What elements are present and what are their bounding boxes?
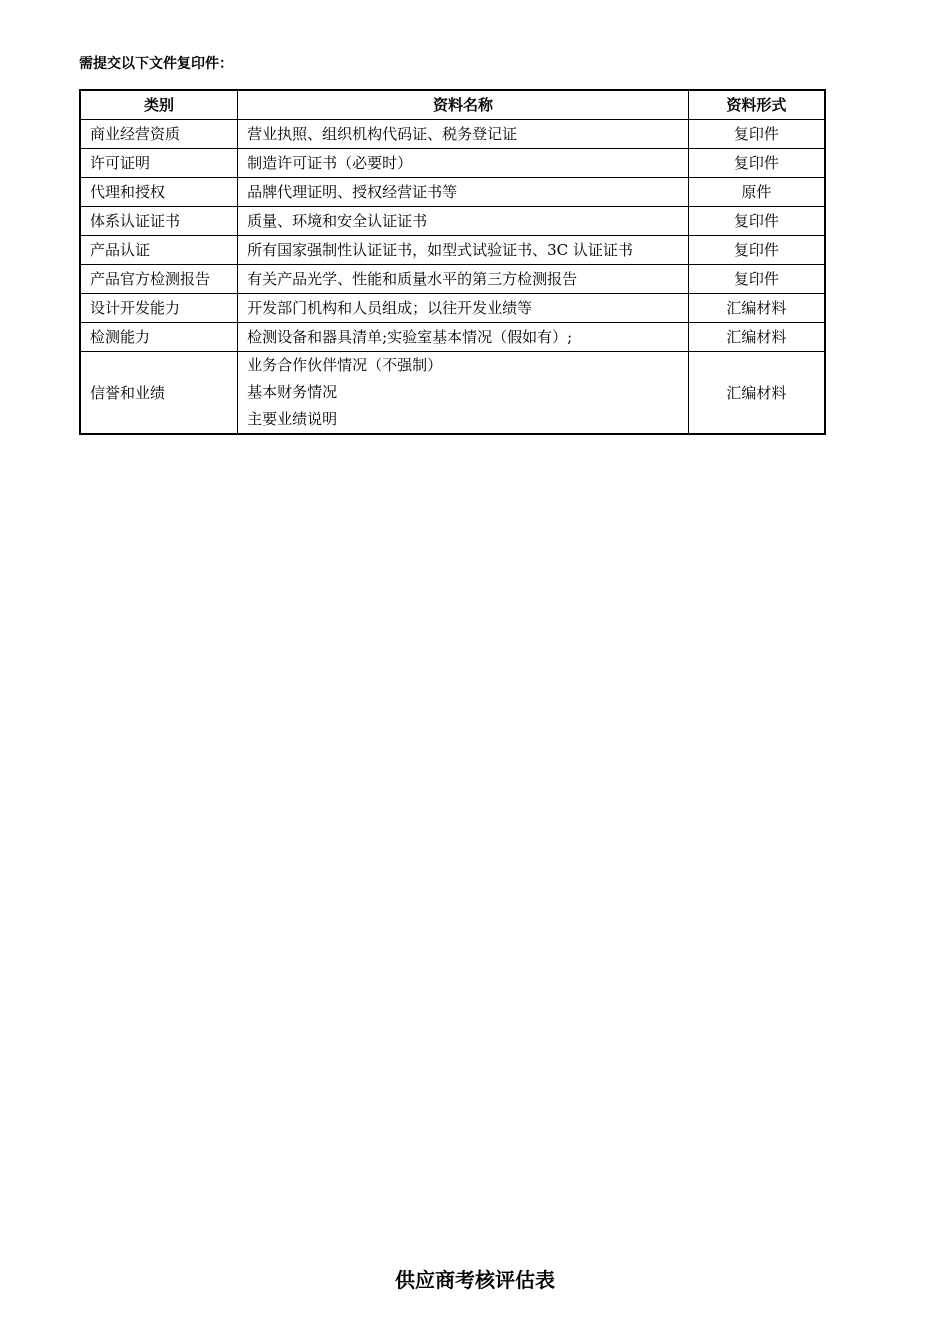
intro-text: 需提交以下文件复印件：	[79, 56, 233, 72]
document-name-line: 基本财务情况	[247, 383, 338, 401]
table-row	[80, 294, 825, 323]
table-row	[80, 352, 825, 435]
row-category: 检测能力	[80, 323, 238, 352]
table-row	[80, 265, 825, 294]
row-document-name: 质量、环境和安全认证证书	[238, 207, 689, 236]
table-row	[80, 236, 825, 265]
row-document-form: 复印件	[688, 265, 825, 294]
row-category: 体系认证证书	[80, 207, 238, 236]
header-document-form: 资料形式	[688, 90, 825, 120]
row-category: 产品认证	[80, 236, 238, 265]
table-row	[80, 207, 825, 236]
next-section-title: 供应商考核评估表	[395, 1268, 555, 1292]
table-row	[80, 323, 825, 352]
row-document-name-list	[238, 352, 689, 435]
header-category: 类别	[80, 90, 238, 120]
row-category: 设计开发能力	[80, 294, 238, 323]
row-document-form: 汇编材料	[688, 323, 825, 352]
row-category: 代理和授权	[80, 178, 238, 207]
row-category: 商业经营资质	[80, 120, 238, 149]
row-category: 许可证明	[80, 149, 238, 178]
row-category: 产品官方检测报告	[80, 265, 238, 294]
row-document-name: 有关产品光学、性能和质量水平的第三方检测报告	[238, 265, 689, 294]
row-document-form: 复印件	[688, 120, 825, 149]
row-document-form: 复印件	[688, 236, 825, 265]
header-document-name: 资料名称	[238, 90, 689, 120]
row-document-name: 检测设备和器具清单;实验室基本情况（假如有）;	[238, 323, 689, 352]
document-name-line: 业务合作伙伴情况（不强制）	[247, 356, 443, 374]
row-category: 信誉和业绩	[80, 352, 238, 435]
table-row	[80, 149, 825, 178]
row-document-form: 汇编材料	[688, 294, 825, 323]
row-document-name: 所有国家强制性认证证书，如型式试验证书、3C 认证证书	[238, 236, 689, 265]
row-document-form: 复印件	[688, 207, 825, 236]
row-document-form: 原件	[688, 178, 825, 207]
row-document-name: 制造许可证书（必要时）	[238, 149, 689, 178]
document-name-line: 主要业绩说明	[247, 410, 338, 428]
row-document-name: 营业执照、组织机构代码证、税务登记证	[238, 120, 689, 149]
row-document-form: 汇编材料	[688, 352, 825, 435]
required-documents-table	[79, 89, 826, 435]
table-row	[80, 178, 825, 207]
row-document-form: 复印件	[688, 149, 825, 178]
table-header-row	[80, 90, 825, 120]
row-document-name: 开发部门机构和人员组成；以往开发业绩等	[238, 294, 689, 323]
row-document-name: 品牌代理证明、授权经营证书等	[238, 178, 689, 207]
table-row	[80, 120, 825, 149]
